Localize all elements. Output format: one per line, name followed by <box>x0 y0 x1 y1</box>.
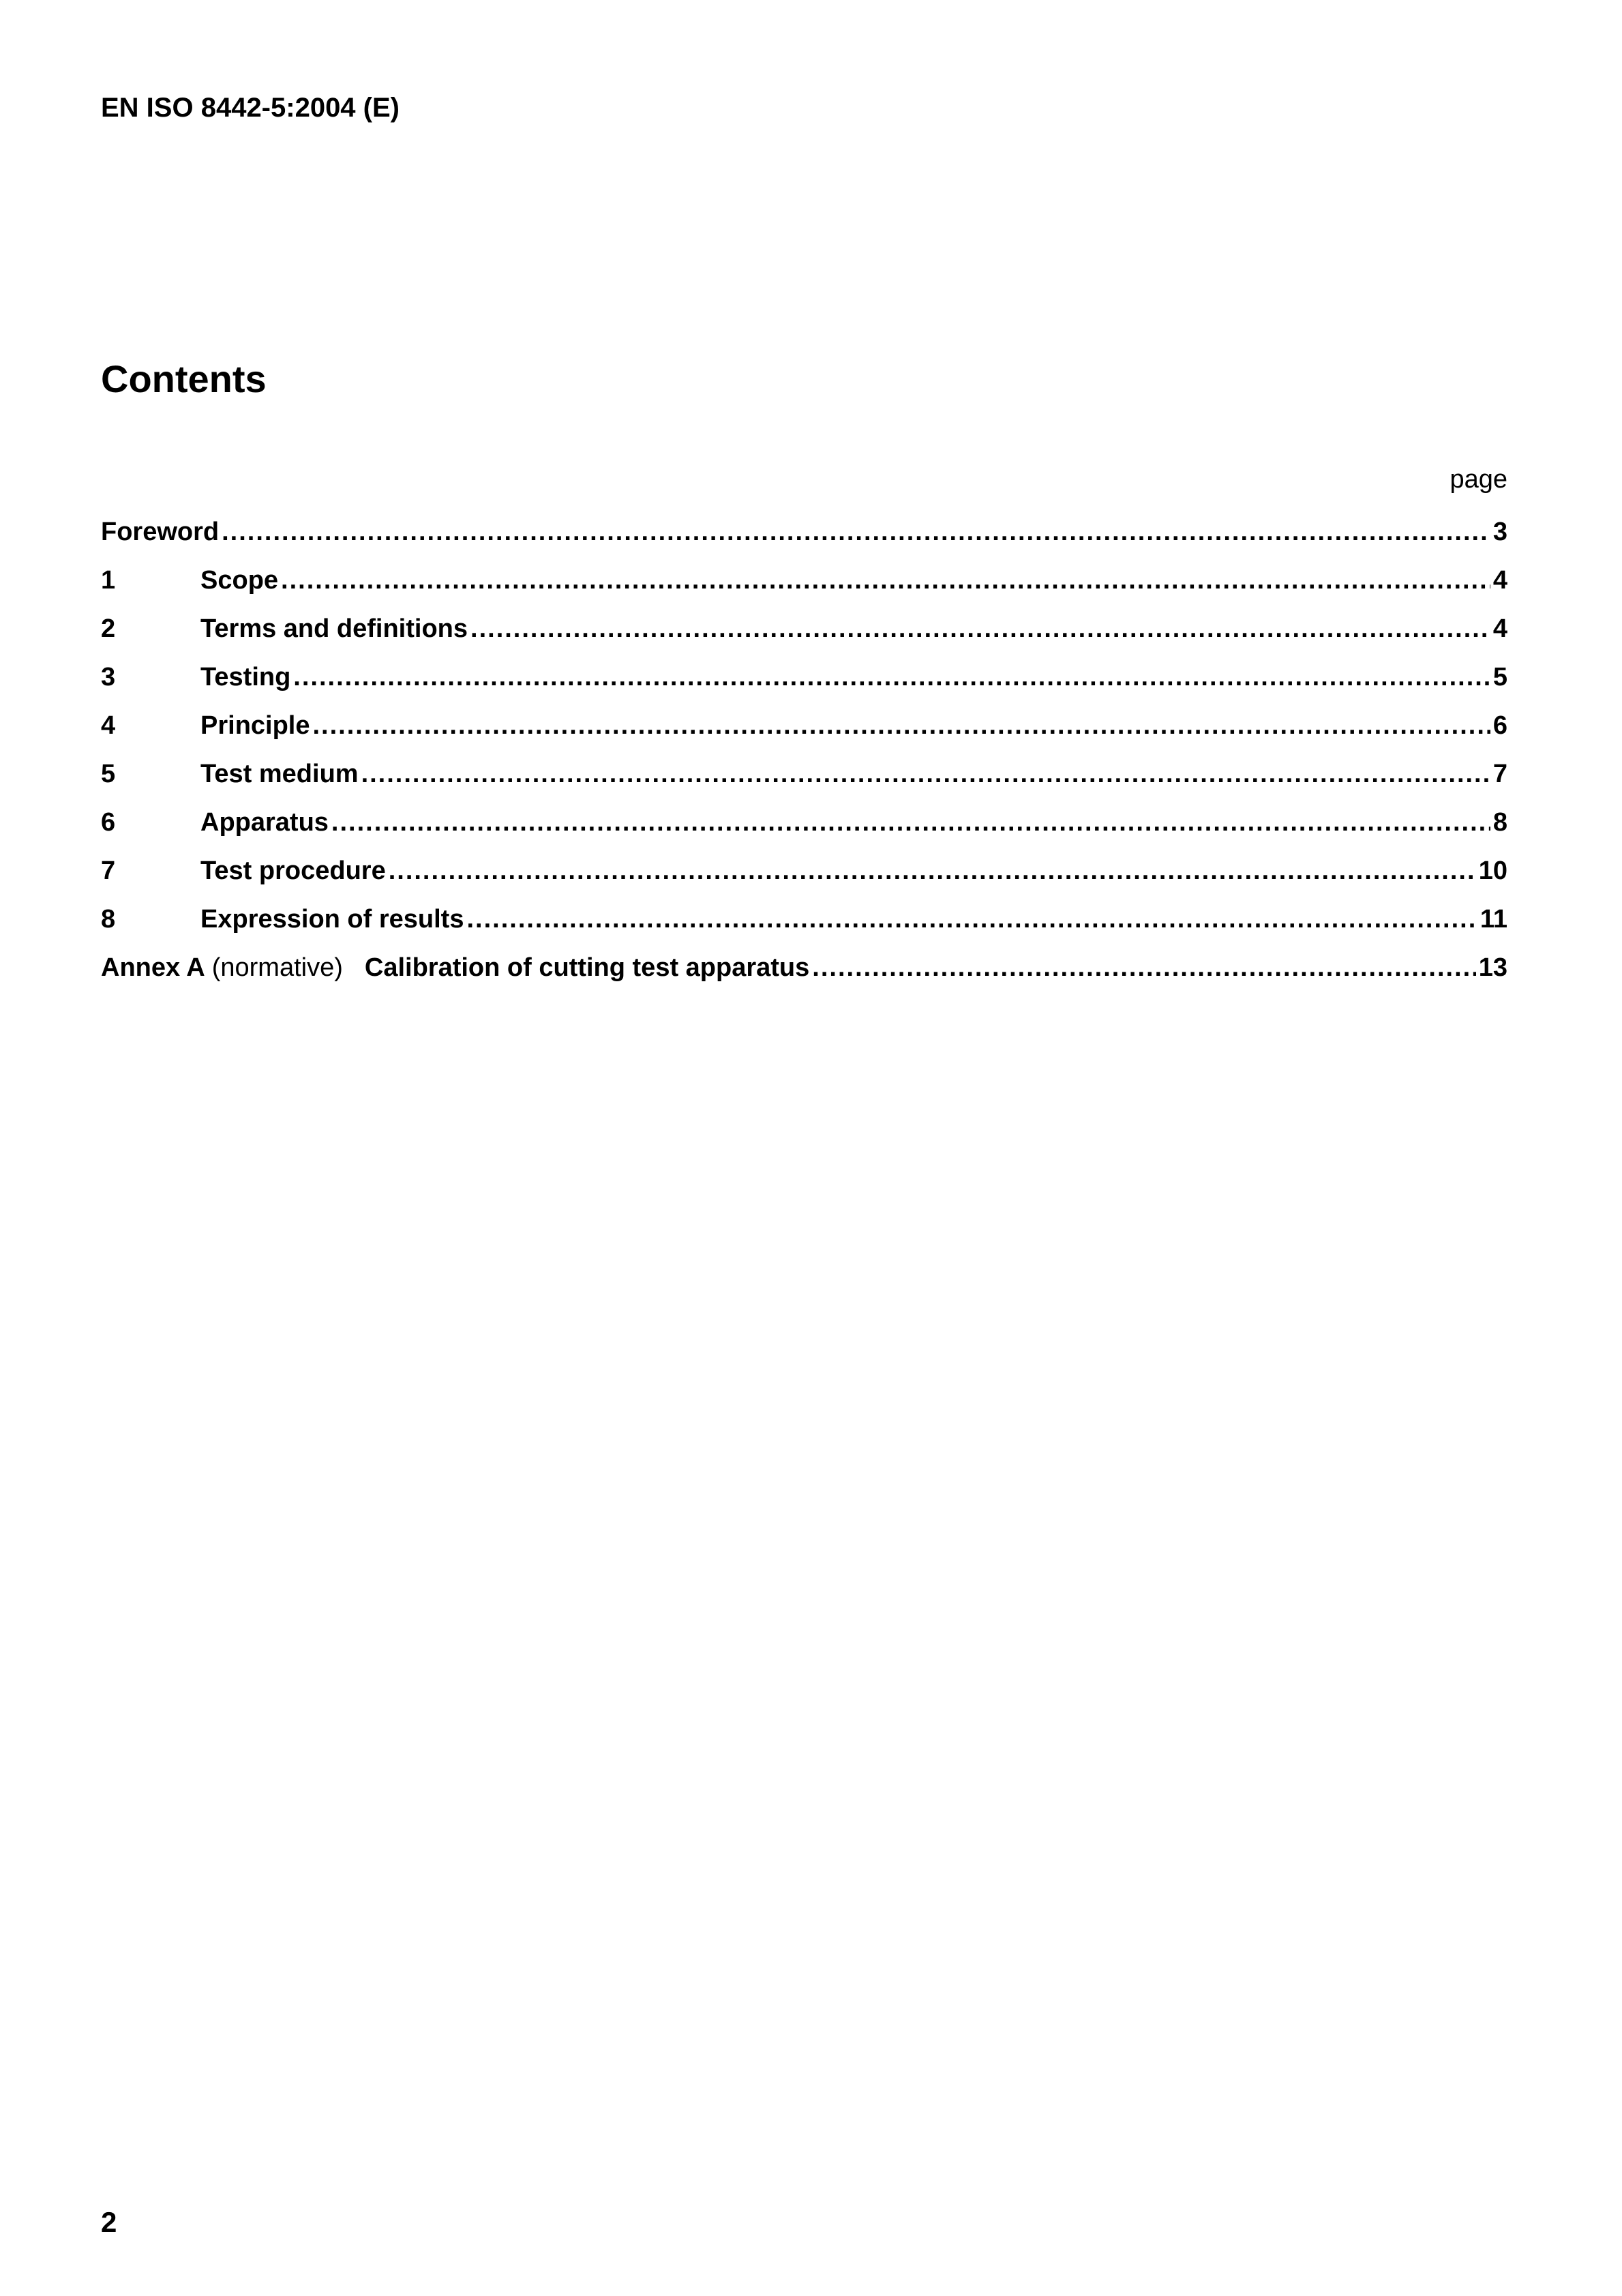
toc-entry-principle[interactable] <box>101 702 1507 750</box>
toc-entry-title: Calibration of cutting test apparatus <box>364 953 810 982</box>
contents-heading: Contents <box>101 357 267 400</box>
toc-entry-number: 6 <box>101 808 116 837</box>
toc-dot-leader <box>331 799 1490 847</box>
toc-entry-number: 3 <box>101 663 116 691</box>
toc-entry-page: 4 <box>1492 566 1507 595</box>
toc-entry-page: 11 <box>1480 905 1507 934</box>
toc-entry-page: 10 <box>1478 856 1507 885</box>
toc-entry-page: 13 <box>1478 953 1507 982</box>
toc-dot-leader <box>466 895 1477 944</box>
toc-entry-test-procedure[interactable] <box>101 847 1507 895</box>
toc-dot-leader <box>470 605 1490 653</box>
toc-entry-testing[interactable] <box>101 653 1507 702</box>
toc-entry-title: Scope <box>200 566 279 595</box>
toc-entry-annex-a[interactable] <box>101 944 1507 992</box>
page-column-label: page <box>1450 465 1507 494</box>
toc-entry-test-medium[interactable] <box>101 750 1507 799</box>
toc-entry-number: 7 <box>101 856 116 885</box>
toc-entry-expression-of-results[interactable] <box>101 895 1507 944</box>
toc-dot-leader <box>281 556 1490 605</box>
toc-entry-number: 4 <box>101 711 116 740</box>
toc-entry-number: 2 <box>101 614 116 643</box>
toc-entry-title: Expression of results <box>200 905 464 934</box>
toc-entry-page: 5 <box>1492 663 1507 691</box>
toc-dot-leader <box>361 750 1490 799</box>
toc-entry-page: 7 <box>1492 760 1507 788</box>
toc-dot-leader <box>222 508 1490 556</box>
toc-entry-title: Apparatus <box>200 808 329 837</box>
toc-entry-apparatus[interactable] <box>101 799 1507 847</box>
toc-entry-title: Test medium <box>200 760 359 788</box>
toc-dot-leader <box>389 847 1476 895</box>
toc-entry-title: Terms and definitions <box>200 614 468 643</box>
toc-entry-page: 8 <box>1492 808 1507 837</box>
toc-dot-leader <box>313 702 1490 750</box>
toc-entry-page: 6 <box>1492 711 1507 740</box>
toc-dot-leader <box>812 944 1475 992</box>
toc-entry-foreword[interactable] <box>101 508 1507 556</box>
table-of-contents <box>101 508 1507 992</box>
toc-annex-normative: (normative) <box>211 953 343 982</box>
toc-entry-scope[interactable] <box>101 556 1507 605</box>
toc-entry-number: 8 <box>101 905 116 934</box>
toc-entry-page: 3 <box>1492 518 1507 546</box>
toc-entry-page: 4 <box>1492 614 1507 643</box>
document-id: EN ISO 8442-5:2004 (E) <box>101 93 400 123</box>
toc-entry-title: Testing <box>200 663 291 691</box>
page-number: 2 <box>101 2206 117 2238</box>
toc-entry-title: Test procedure <box>200 856 386 885</box>
toc-entry-number: 1 <box>101 566 116 595</box>
toc-entry-number: 5 <box>101 760 116 788</box>
toc-annex-label: Annex A <box>101 953 205 982</box>
toc-entry-terms-and-definitions[interactable] <box>101 605 1507 653</box>
toc-entry-title: Foreword <box>101 518 220 546</box>
toc-entry-title: Principle <box>200 711 310 740</box>
toc-dot-leader <box>293 653 1490 702</box>
